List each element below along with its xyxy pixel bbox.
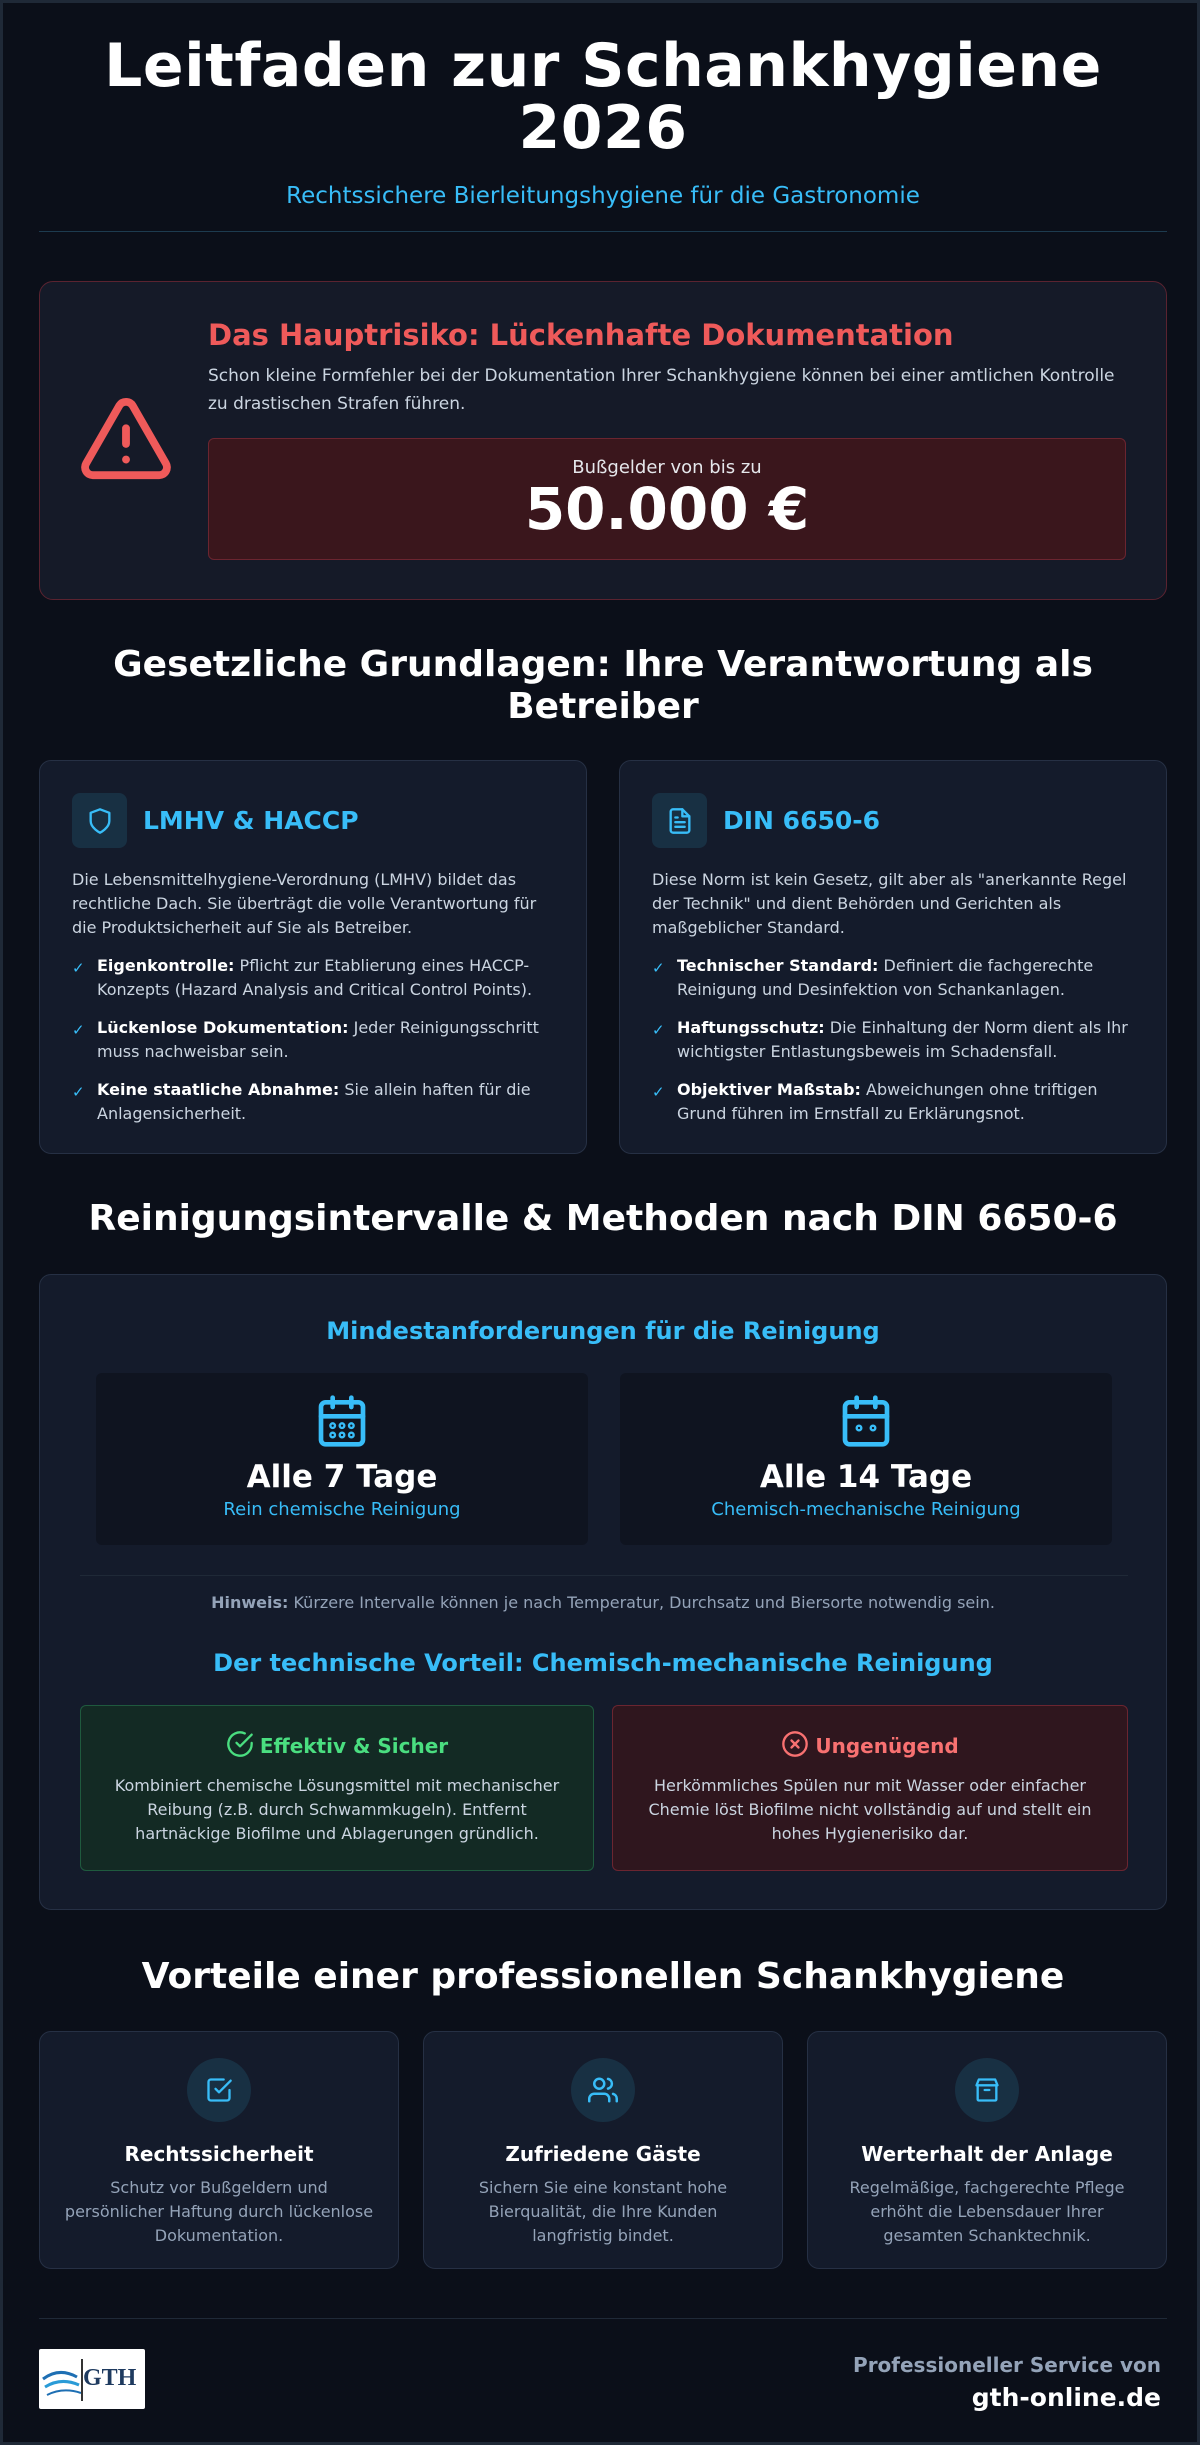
footer-site-link[interactable]: gth-online.de <box>971 2383 1161 2412</box>
benefit-title: Zufriedene Gäste <box>505 2142 701 2166</box>
x-circle-icon <box>781 1730 809 1762</box>
footer-credit <box>853 2353 1161 2412</box>
risk-heading: Das Hauptrisiko: Lückenhafte Dokumentation <box>208 318 954 352</box>
calendar-icon <box>620 1391 1112 1455</box>
interval-subtitle: Chemisch-mechanische Reinigung <box>711 1499 1021 1520</box>
benefit-text: Sichern Sie eine konstant hohe Bierqualität, die Ihre Kunden langfristig bindet. <box>478 2178 728 2245</box>
advantage-heading: Der technische Vorteil: Chemisch-mechanische Reinigung <box>213 1649 993 1677</box>
page-subtitle: Rechtssichere Bierleitungshygiene für die Gastronomie <box>286 183 920 209</box>
benefit-card-legal <box>39 2031 399 2269</box>
page-title-line2: 2026 <box>518 93 688 163</box>
bad-method-title: Ungenügend <box>815 1734 959 1758</box>
risk-card <box>39 281 1167 600</box>
benefit-title: Rechtssicherheit <box>124 2142 314 2166</box>
fine-box <box>208 438 1126 560</box>
good-method-title: Effektiv & Sicher <box>259 1734 449 1758</box>
list-item: ✓ Lückenlose Dokumentation: Jeder Reinigungsschritt muss nachweisbar sein. <box>72 1018 539 1061</box>
box-icon <box>955 2058 1019 2122</box>
document-icon <box>652 793 707 848</box>
benefit-text: Schutz vor Bußgeldern und persönlicher Haftung durch lückenlose Dokumentation. <box>64 2178 374 2245</box>
intervals-divider <box>80 1575 1128 1576</box>
legal-heading <box>39 644 1167 728</box>
bad-method-text: Herkömmliches Spülen nur mit Wasser oder einfacher Chemie löst Biofilme nicht vollständig auf und stellt ein hohes Hygienerisiko dar. <box>648 1776 1092 1843</box>
bad-method-box <box>612 1705 1128 1871</box>
interval-box-14 <box>620 1373 1112 1545</box>
check-circle-icon <box>226 1730 254 1762</box>
shield-icon <box>72 793 127 848</box>
company-logo[interactable] <box>39 2349 145 2409</box>
intervals-card <box>39 1274 1167 1910</box>
min-requirements-heading: Mindestanforderungen für die Reinigung <box>326 1317 880 1345</box>
list-item: ✓ Technischer Standard: Definiert die fachgerechte Reinigung und Desinfektion von Schankanlagen. <box>652 956 1094 999</box>
intervals-note: Hinweis: Kürzere Intervalle können je nach Temperatur, Durchsatz und Biersorte notwendig sein. <box>211 1593 995 1612</box>
benefit-title: Werterhalt der Anlage <box>861 2142 1113 2166</box>
header <box>39 31 1167 209</box>
fine-value: 50.000 € <box>524 475 810 543</box>
page-title-line1: Leitfaden zur Schankhygiene <box>104 31 1102 101</box>
calendar-icon <box>96 1391 588 1455</box>
good-method-box <box>80 1705 594 1871</box>
benefit-text: Regelmäßige, fachgerechte Pflege erhöht die Lebensdauer Ihrer gesamten Schanktechnik. <box>849 2178 1125 2245</box>
benefit-card-value <box>807 2031 1167 2269</box>
benefits-heading: Vorteile einer professionellen Schankhygiene <box>141 1956 1065 1997</box>
warning-triangle-icon <box>78 397 174 487</box>
intervals-heading: Reinigungsintervalle & Methoden nach DIN 6650-6 <box>88 1198 1118 1239</box>
page-title <box>39 31 1167 163</box>
good-method-text: Kombiniert chemische Lösungsmittel mit mechanischer Reibung (z.B. durch Schwammkugeln). Entfernt hartnäckige Biofilme und Ablagerungen gründlich. <box>114 1776 560 1843</box>
legal-card-title: LMHV & HACCP <box>143 806 359 835</box>
list-item: ✓ Keine staatliche Abnahme: Sie allein haften für die Anlagensicherheit. <box>72 1080 531 1123</box>
legal-card-title: DIN 6650-6 <box>723 806 881 835</box>
benefit-card-guests <box>423 2031 783 2269</box>
legal-card-lmhv <box>39 760 587 1154</box>
interval-title: Alle 14 Tage <box>759 1459 973 1495</box>
checkbox-icon <box>187 2058 251 2122</box>
interval-title: Alle 7 Tage <box>246 1459 438 1495</box>
legal-heading-line2: Betreiber <box>507 686 699 727</box>
fine-label: Bußgelder von bis zu <box>572 457 762 478</box>
list-item: ✓ Eigenkontrolle: Pflicht zur Etablierung eines HACCP-Konzepts (Hazard Analysis and Critical Control Points). <box>72 956 533 999</box>
users-icon <box>571 2058 635 2122</box>
risk-text: Schon kleine Formfehler bei der Dokumentation Ihrer Schankhygiene können bei einer amtlichen Kontrolle zu drastischen Strafen führen. <box>208 366 1115 414</box>
legal-heading-line1: Gesetzliche Grundlagen: Ihre Verantwortung als <box>113 644 1093 685</box>
legal-card-intro: Diese Norm ist kein Gesetz, gilt aber als "anerkannte Regel der Technik" und dient Behörden und Gerichten als maßgeblicher Standard. <box>652 870 1127 937</box>
logo-text: GTH <box>83 2365 137 2391</box>
list-item: ✓ Haftungsschutz: Die Einhaltung der Norm dient als Ihr wichtigster Entlastungsbeweis im Schadensfall. <box>652 1018 1128 1061</box>
interval-subtitle: Rein chemische Reinigung <box>223 1499 461 1520</box>
legal-card-intro: Die Lebensmittelhygiene-Verordnung (LMHV) bildet das rechtliche Dach. Sie überträgt die volle Verantwortung für die Produktsicherheit auf Sie als Betreiber. <box>72 870 537 937</box>
list-item: ✓ Objektiver Maßstab: Abweichungen ohne triftigen Grund führen im Ernstfall zu Erklärungsnot. <box>652 1080 1098 1123</box>
footer-divider <box>39 2318 1167 2319</box>
legal-card-din <box>619 760 1167 1154</box>
service-label: Professioneller Service von <box>853 2353 1161 2377</box>
interval-box-7 <box>96 1373 588 1545</box>
header-divider <box>39 231 1167 232</box>
